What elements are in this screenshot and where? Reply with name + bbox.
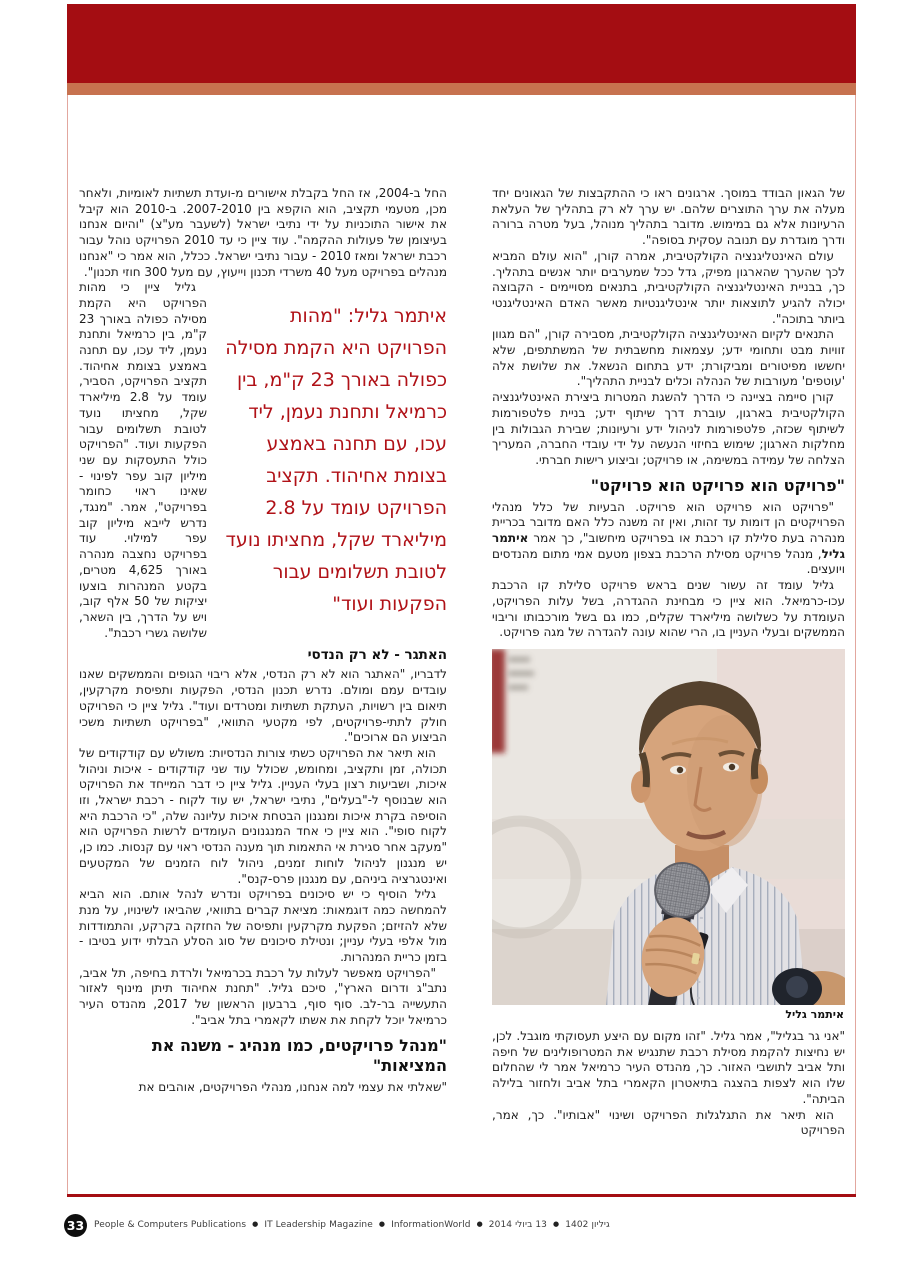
paragraph: התנאים לקיום האינטליגנציה הקולקטיבית, מסבירה קורן, "הם מגוון זוויות מבט ותחומי ידע; עצמאות מחשבתית של המשתתפים, שלא יחששו מפיטורים ומביקורת; ידע בתחום הנשאל. את שלושת אלה 'עוטפים' מעורבות של הנהלה וכלים לבניית התהליך". (492, 327, 845, 389)
quote-lead: "פרויקט הוא פרויקט הוא פרויקט. הבעיות של כלל מנהלי הפרויקטים הן דומות עד זהות, ואין זה משנה כלל האם מדובר בכריית מנהרה בעת סלילת קו רכבת או בפרויקט מיחשוב", כך אמר (492, 499, 845, 546)
photo-caption: איתמר גליל (785, 1007, 844, 1021)
paragraph: גליל עומד זה עשור שנים בראש פרויקט סלילת קו הרכבת עכו-כרמיאל. הוא ציין כי מבחינת ההגדרה, בשל עלות הפרויקט, העומדת על כשלושה מיליארד שקלים, כמו גם בשל מורכבותו וריבוי הממשקים ובעלי העניין בו, הרי שהוא עונה להגדרה של מגה פרויקט. (492, 578, 845, 640)
bullet-separator: ● (476, 1220, 483, 1228)
article-body (79, 186, 845, 1192)
section-heading-challenge: האתגר - לא רק הנדסי (307, 647, 447, 664)
paragraph: קורן סיימה בציינה כי הדרך להשגת המטרות ביצירת האינטליגנציה הקולקטיבית בארגון, עוברת דרך שיתוף ידע; בניית פלטפורמות לשיתוף שכזה, פלטפורמות לניהול ידע ורעיונות; שבירת הגבולות בין מחלקות הארגון; שימוש בחיזוי הנעשה על ידי עובדי החברה, המעריך הצלחה של עמידה במשימה, או פרויקט; וביצוע רישות חברתי. (492, 390, 845, 467)
column-right (492, 186, 845, 1139)
paragraph: "אני גר בגליל", אמר גליל. "זהו מקום עם היצע תעסוקתי מוגבל. לכן, יש נחיצות להקמת מסילת רכבת שתנגיש את המטרופולינים של חיפה ותל אביב לתושבי האזור. כך, מהנדס העיר כרמיאל אמר לי שהחלום שלו הוא לצפות בהצגה בתיאטרון הקאמרי בתל אביב ולחזור בלילה הביתה". (492, 1028, 845, 1106)
masthead-band (67, 4, 856, 83)
speaker-photo (492, 649, 845, 1005)
footer-brand: InformationWorld (391, 1220, 471, 1230)
pull-quote: איתמר גליל: "מהות הפרויקט היא הקמת מסילה כפולה באורך 23 ק"מ, בין כרמיאל ותחנת נעמן, ליד עכו, עם תחנה באמצע בצומת אחיהוד. תקציב הפרויקט עומד על 2.8 מיליארד שקל, מחציתו נועד לטובת תשלומים עבור הפקעות ועוד" (225, 305, 447, 616)
bullet-separator: ● (252, 1220, 259, 1228)
paragraph: גליל ציין כי מהות הפרויקט היא הקמת מסילה כפולה באורך 23 ק"מ, בין כרמיאל ותחנת נעמן, ליד עכו, עם תחנה באמצע בצומת אחיהוד. תקציב הפרויקט, הסביר, עומד על 2.8 מיליארד שקל, מחציתו נועד לטובת תשלומים עבור הפקעות ועוד. "הפרויקט כולל התעסקות עם שני מיליון קוב עפר לפינוי - שאינו ראוי כחומר בפרויקט", אמר. "מנגד, נדרש לייבא מיליון קוב עפר למילוי. עוד בפרויקט נחצבה מנהרה באורך 4,625 מטרים, בקטע המנהרות בוצעו יציקות של 50 אלף קוב, ויש על הדרך, בין השאר, שלושה גשרי רכבת". (79, 280, 208, 640)
footer-magazine: IT Leadership Magazine (264, 1220, 373, 1230)
screen-text-smudge (492, 649, 505, 753)
paragraph: "הפרויקט מאפשר לעלות על רכבת בכרמיאל ולרדת בחיפה, תל אביב, נתב"ג ודרום הארץ", סיכם גליל. "תחנת אחיהוד תיתן מינוף לאזור התעשייה בר-לב. סוף סוף, ברבעון הראשון של 2017, מהנדס העיר כרמיאל יוכל לקחת את אשתו לקאמרי בתל אביב". (79, 965, 447, 1027)
paragraph: גליל הוסיף כי יש סיכונים בפרויקט ונדרש לנהל אותם. הוא הביא להמחשה כמה דוגמאות: מציאת קברים בתוואי, שהביאו לשינויו, על מנת שלא להזיזם; הפקעת מקרקעין ותפיסה של החזקה בקרקע, והתמודדות מול אלפי בעלי עניין; ונטילת סיכונים של סוג הסלע הבלתי ידוע בטיבו - בזמן כריית המנהרות. (79, 887, 447, 965)
footer-rule (67, 1194, 856, 1197)
quote-flow (79, 280, 447, 746)
paragraph: לדבריו, "האתגר הוא לא רק הנדסי, אלא ריבוי הגופים והממשקים שאנו עובדים עמם ומולם. נדרש תכנון הנדסי, הפקעות ותפיסת מקרקעין, תיאום בין רשויות, העתקת תשתיות ומטרדים ועוד". גליל ציין כי הפרויקט חולק לתתי-פרויקטים, לפי מקטעי התוואי, "בפרויקט תשתיות משכי הביצוע הם ארוכים". (79, 667, 447, 745)
masthead-accent-strip (67, 83, 856, 95)
paragraph (492, 500, 845, 579)
paragraph: של הגאון הבודד במוסך. ארגונים ראו כי ההתקבצות של הגאונים יחד מעלה את ערך התוצרים שלהם. יש ערך לא רק בתהליך של העלאת הרעיונות אלא גם במימוש. מדובר בתהליך מנוהל, בעל מטרה ברורה ודרך מוגדרת עם תנובה עסקית בסופה". (492, 186, 845, 248)
speaker-figure (492, 649, 845, 1027)
footer-date: 13 ביולי 2014 (488, 1220, 547, 1230)
section-heading-project: "פרויקט הוא פרויקט הוא פרויקט" (590, 475, 845, 495)
footer-publisher: People & Computers Publications (94, 1220, 247, 1230)
page-border-left (67, 95, 68, 1194)
footer (64, 1212, 856, 1238)
footer-issue: גיליון 1402 (565, 1220, 610, 1230)
paragraph: עולם האינטליגנציה הקולקטיבית, אמרה קורן, "הוא עולם המביא לכך שהערך שהארגון מפיק, גדל ככל שמערבים יותר אנשים בתהליך. כך, בבניית האינטליגנציה הקולקטיבית, בתנאים מסויימים - הקבוצה יכולה להגיע לתוצאות יותר אינטליגנטיות מאשר האדם האינטליגנטי ביותר בתוכה". (492, 248, 845, 326)
section-heading-manager: "מנהל פרויקטים, כמו מנהיג - משנה את המציאות" (151, 1035, 447, 1075)
paragraph: "שאלתי את עצמי למה אנחנו, מנהלי הפרויקטים, אוהבים את (138, 1079, 447, 1094)
paragraph: הוא תיאר את התגלגלות הפרויקט ושינוי "אבותיו". כך, אמר, הפרויקט (492, 1107, 845, 1138)
bullet-separator: ● (552, 1220, 560, 1228)
footer-items (94, 1220, 610, 1230)
paragraph: החל ב-2004, אז החל בקבלת אישורים מ-ועדת תשתיות לאומיות, ולאחר מכן, מטעמי תקציב, הוא הוקפא בין 2007-2010. ב-2010 הוא קיבל את אישור התוכניות על ידי נתיבי ישראל (לשעבר מע"צ) "והיום אנחנו בעיצומן של פעולות ההקמה". עוד ציין כי עד 2010 הפרויקט נוהל עבור רכבת ישראל ומאז 2010 - עבור נתיבי ישראל. ככלל, הוא אמר כי "אנחנו מנהלים בפרויקט מעל 40 משרדי תכנון וייעוץ, עם מעל 300 חוזי תכנון". (79, 186, 448, 279)
quote-tail: , מנהל פרויקט מסילת הרכבת בצפון מטעם אמי מתום מהנדסים ויועצים. (492, 546, 845, 577)
paragraph: הוא תיאר את הפרויקט כשתי צורות הנדסיות: משולש עם קודקודים של תכולה, זמן ותקציב, ומחומש, שכולל עוד שני קודקודים - איכות וניהול איכות, ושביעות רצון בעלי העניין. גליל ציין כי דבר המייחד את הפרויקט הוא שבנוסף ל-"בעלים", נתיבי ישראל, יש עוד לקוח - רכבת ישראל, וזו הוסיפה בקרת איכות ומנגנון הבטחת איכות עליונה שלה, "כי הרכבת היא לקוח סופי". הוא ציין כי אחד המנגנונים העומדים לרשות הפרויקט הוא "מעקב אחר סגירת אי התאמות תוך מענה הנדסי ראוי עם קנסות. כמו כן, יש מנגנון לניהול לוחות זמנים, ניהול לוח הזמנים של המקטעים ואינטגרציה ביניהם, עם מנגנון פרס-קנס". (79, 745, 447, 886)
column-left (79, 186, 447, 1095)
page-border-right (855, 95, 856, 1194)
bullet-separator: ● (378, 1220, 386, 1228)
speaker-name: איתמר גליל (492, 531, 845, 561)
page-number-badge: 33 (64, 1214, 87, 1237)
